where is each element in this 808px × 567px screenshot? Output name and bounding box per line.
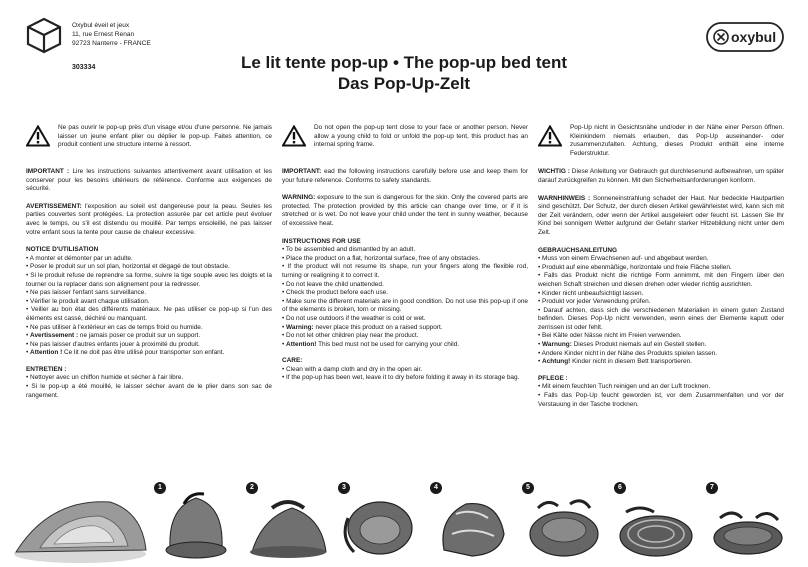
list-item: • Achtung! Kinder nicht in diesem Bett transportieren. (538, 358, 692, 366)
avertissement2-label: Avertissement : (30, 332, 79, 340)
list-item: • Attention! This bed must not be used for carrying your child. (282, 340, 460, 348)
wichtig-label: WICHTIG : (538, 168, 570, 176)
list-item: • Check the product before each use. (282, 289, 389, 297)
list-item: • Bei Kälte oder Nässe nicht im Freien verwenden. (538, 332, 682, 340)
fold-step-2 (242, 478, 334, 564)
list-item: • Avertissement : ne jamais poser ce produit sur un support. (26, 332, 201, 340)
anleitung-list (538, 255, 784, 367)
warnhinweis-text: Sonneneinstrahlung schadet der Haut. Nur bedeckte Hautpartien sind geschützt. Der Schutz, der durch diesen Artikel gewährleistet wird, kann sich mit der Zeit verändern, oder wenn der Artikel ausgeleiert oder feucht ist. Lassen Sie Ihr Kind bei sonnigem Wetter aufgrund der Gefahr starker Hitzebildung nicht unter dem Zelt. (538, 194, 785, 236)
page-title: Le lit tente pop-up • The pop-up bed tent (240, 53, 568, 72)
list-item: • Warning: never place this product on a raised support. (282, 323, 443, 331)
section-heading: CARE: (282, 357, 303, 365)
address-line: 11, rue Ernest Renan (72, 31, 135, 38)
step-number: 1 (154, 482, 166, 494)
achtung-label: Achtung! (542, 358, 571, 366)
list-item: • To be assembled and dismantled by an adult. (282, 246, 416, 254)
important-text: Lire les instructions suivantes attentivement avant utilisation et les conserver pour les besoins ultérieurs de référence. Conforme aux exigences de sécurité. (26, 168, 272, 193)
section-heading: ENTRETIEN : (26, 365, 67, 373)
step-number: 3 (338, 482, 350, 494)
entretien-list (26, 374, 272, 400)
list-item: • Muss von einem Erwachsenen auf- und abgebaut werden. (538, 255, 709, 263)
avertissement-label: AVERTISSEMENT: (26, 202, 82, 210)
list-item: • Clean with a damp cloth and dry in the open air. (282, 365, 423, 373)
tent-illustration (10, 478, 102, 564)
pflege-list (538, 383, 784, 409)
company-address (72, 21, 151, 48)
avertissement2-text: ne jamais poser ce produit sur un support. (78, 332, 201, 340)
title-block (200, 52, 608, 94)
avertissement-text: l'exposition au soleil est dangereuse pour la peau. Seules les parties couvertes sont protégées. La protection assurée par cet article peut évoluer avec le temps, ou s'il est distendu ou mouillé. Par temps ensoleillé, ne pas laisser votre enfant sous la tente pour cause de chaleur excessive. (26, 202, 272, 236)
section-heading: PFLEGE : (538, 374, 568, 382)
step-number: 6 (614, 482, 626, 494)
important-label: IMPORTANT : (26, 168, 70, 175)
list-item: • Place the product on a flat, horizontal surface, free of any obstacles. (282, 254, 480, 262)
warning-text: Do not open the pop-up tent close to your face or another person. Never allow a young child to fold or unfold the pop-up tent, this product has an internal spring frame. (314, 124, 528, 149)
attention-label: Attention! (286, 340, 317, 348)
address-line: Oxybul éveil et jeux (72, 22, 130, 29)
column-english (282, 124, 528, 383)
column-german (538, 124, 784, 409)
attention-text: Ce lit ne doit pas être utilisé pour transporter son enfant. (62, 349, 225, 357)
care-list (282, 366, 528, 383)
warning-text: Pop-Up nicht in Gesichtsnähe und/oder in der Nähe einer Person öffnen. Kleinkindern niemals erlauben, das Pop-Up auseinander- oder zusammenzufalten. Achtung, dieses Produkt enthält eine interne Federstruktur. (570, 124, 784, 157)
attention-text: This bed must not be used for carrying your child. (316, 340, 460, 348)
list-item: • Vérifier le produit avant chaque utilisation. (26, 297, 150, 305)
list-item: • Produkt vor jeder Verwendung prüfen. (538, 298, 651, 306)
instructions-list (282, 246, 528, 349)
fold-step-6 (610, 478, 702, 564)
achtung-text: Kinder nicht in diesem Bett transportieren. (570, 358, 692, 366)
section-heading: INSTRUCTIONS FOR USE (282, 237, 361, 245)
warning-text: Ne pas ouvrir le pop-up près d'un visage et/ou d'une personne. Ne jamais laisser un jeune enfant plier ou déplier le pop-up. Faites attention, ce produit contient une structure interne à ressort. (58, 124, 272, 149)
list-item: • Falls das Pop-Up feucht geworden ist, vor dem Zusammenfalten und vor der Verstauung in der Tasche trocknen. (538, 392, 784, 408)
warning-label: WARNING: (282, 194, 316, 202)
list-item: • Si le pop-up a été mouillé, le laisser sécher avant de le plier dans son sac de rangement. (26, 383, 272, 399)
important-label: IMPORTANT: (282, 168, 322, 175)
wichtig-text: Diese Anleitung vor Gebrauch gut durchlesenund aufbewahren, um später darauf zurückgreifen zu können. Mit den Sicherheitsanforderungen konform. (538, 168, 784, 184)
step-number: 4 (430, 482, 442, 494)
warning-triangle-icon (538, 125, 562, 147)
list-item: • Poser le produit sur un sol plan, horizontal et dégagé de tout obstacle. (26, 263, 230, 271)
list-item: • Attention ! Ce lit ne doit pas être utilisé pour transporter son enfant. (26, 349, 225, 357)
warning-triangle-icon (282, 125, 306, 147)
list-item: • Veiller au bon état des différents matériaux. Ne pas utiliser ce pop-up si l'un des éléments est cassé, déchiré ou manquant. (26, 306, 272, 322)
list-item: • Falls das Produkt nicht die richtige Form annimmt, mit den Fingern über den weichen Schaft streichen und diesen drehen oder wieder richtig ausrichten. (538, 272, 784, 288)
list-item: • Andere Kinder nicht in der Nähe des Produkts spielen lassen. (538, 349, 718, 357)
list-item: • Ne pas laisser l'enfant sans surveillance. (26, 289, 147, 297)
list-item: • Do not let other children play near the product. (282, 332, 419, 340)
list-item: • Kinder nicht unbeaufsichtigt lassen. (538, 289, 644, 297)
section-heading: NOTICE D'UTILISATION (26, 246, 99, 254)
warnung-label: Warnung: (542, 341, 572, 349)
warning-triangle-icon (26, 125, 50, 147)
list-item: • Si le produit refuse de reprendre sa forme, suivre la tige souple avec les doigts et la tourner ou la replacer dans son alignement pour la redresser. (26, 271, 272, 288)
list-item: • A monter et démonter par un adulte. (26, 254, 133, 262)
warning2-text: exposure to the sun is dangerous for the skin. Only the covered parts are protected. The protection provided by this article can change over time, or if it is stretched or is wet. Do not leave your child under the tent in sunny weather, because of excessive heat. (282, 194, 528, 227)
step-number: 5 (522, 482, 534, 494)
warning3-text: never place this product on a raised support. (313, 323, 443, 331)
warnung-text: Dieses Produkt niemals auf ein Gestell stellen. (571, 341, 707, 349)
list-item: • Darauf achten, dass sich die verschiedenen Materialien in einem guten Zustand befinden. Dieses Pop-Up nicht verwenden, wenn eines der Elemente kaputt oder zerrissen ist oder fehlt. (538, 306, 784, 331)
section-heading: GEBRAUCHSANLEITUNG (538, 246, 618, 254)
list-item: • Produkt auf eine ebenmäßige, horizontale und freie Fläche stellen. (538, 263, 732, 271)
folding-steps (10, 478, 800, 564)
brand-name: oxybul (731, 29, 777, 45)
step-number: 7 (706, 482, 718, 494)
address-line: 92723 Nanterre - FRANCE (72, 40, 151, 47)
list-item: • If the pop-up has been wet, leave it to dry before folding it away in its storage bag. (282, 374, 520, 382)
column-french (26, 124, 272, 400)
cube-logo-icon (25, 16, 63, 54)
step-number: 2 (246, 482, 258, 494)
warnhinweis-label: WARNHINWEIS : (538, 194, 591, 202)
product-reference: 303334 (72, 64, 96, 71)
list-item: • Nettoyer avec un chiffon humide et sécher à l'air libre. (26, 374, 184, 382)
fold-step-1 (150, 478, 242, 564)
list-item: • Do not use outdoors if the weather is cold or wet. (282, 314, 426, 322)
page-subtitle: Das Pop-Up-Zelt (337, 74, 471, 93)
fold-step-7 (702, 478, 794, 564)
warning3-label: Warning: (286, 323, 314, 331)
fold-step-5 (518, 478, 610, 564)
list-item: • If the product will not resume its shape, run your fingers along the flexible rod, turning or realigning it to correct it. (282, 263, 528, 279)
important-text: ead the following instructions carefully before use and keep them for your future reference. Conforms to safety standards. (282, 168, 528, 184)
list-item: • Do not leave the child unattended. (282, 280, 384, 288)
list-item: • Ne pas laisser d'autres enfants jouer à proximité du produit. (26, 340, 200, 348)
list-item: • Mit einem feuchten Tuch reinigen und an der Luft trocknen. (538, 383, 711, 391)
notice-list (26, 255, 272, 358)
fold-step-4 (426, 478, 518, 564)
list-item: • Make sure the different materials are in good condition. Do not use this pop-up if one of the elements is broken, torn or missing. (282, 297, 528, 314)
brand-logo (706, 22, 784, 52)
attention-label: Attention ! (30, 349, 63, 357)
fold-step-3 (334, 478, 426, 564)
list-item: • Warnung: Dieses Produkt niemals auf ein Gestell stellen. (538, 341, 707, 349)
list-item: • Ne pas utiliser à l'extérieur en cas de temps froid ou humide. (26, 323, 203, 331)
